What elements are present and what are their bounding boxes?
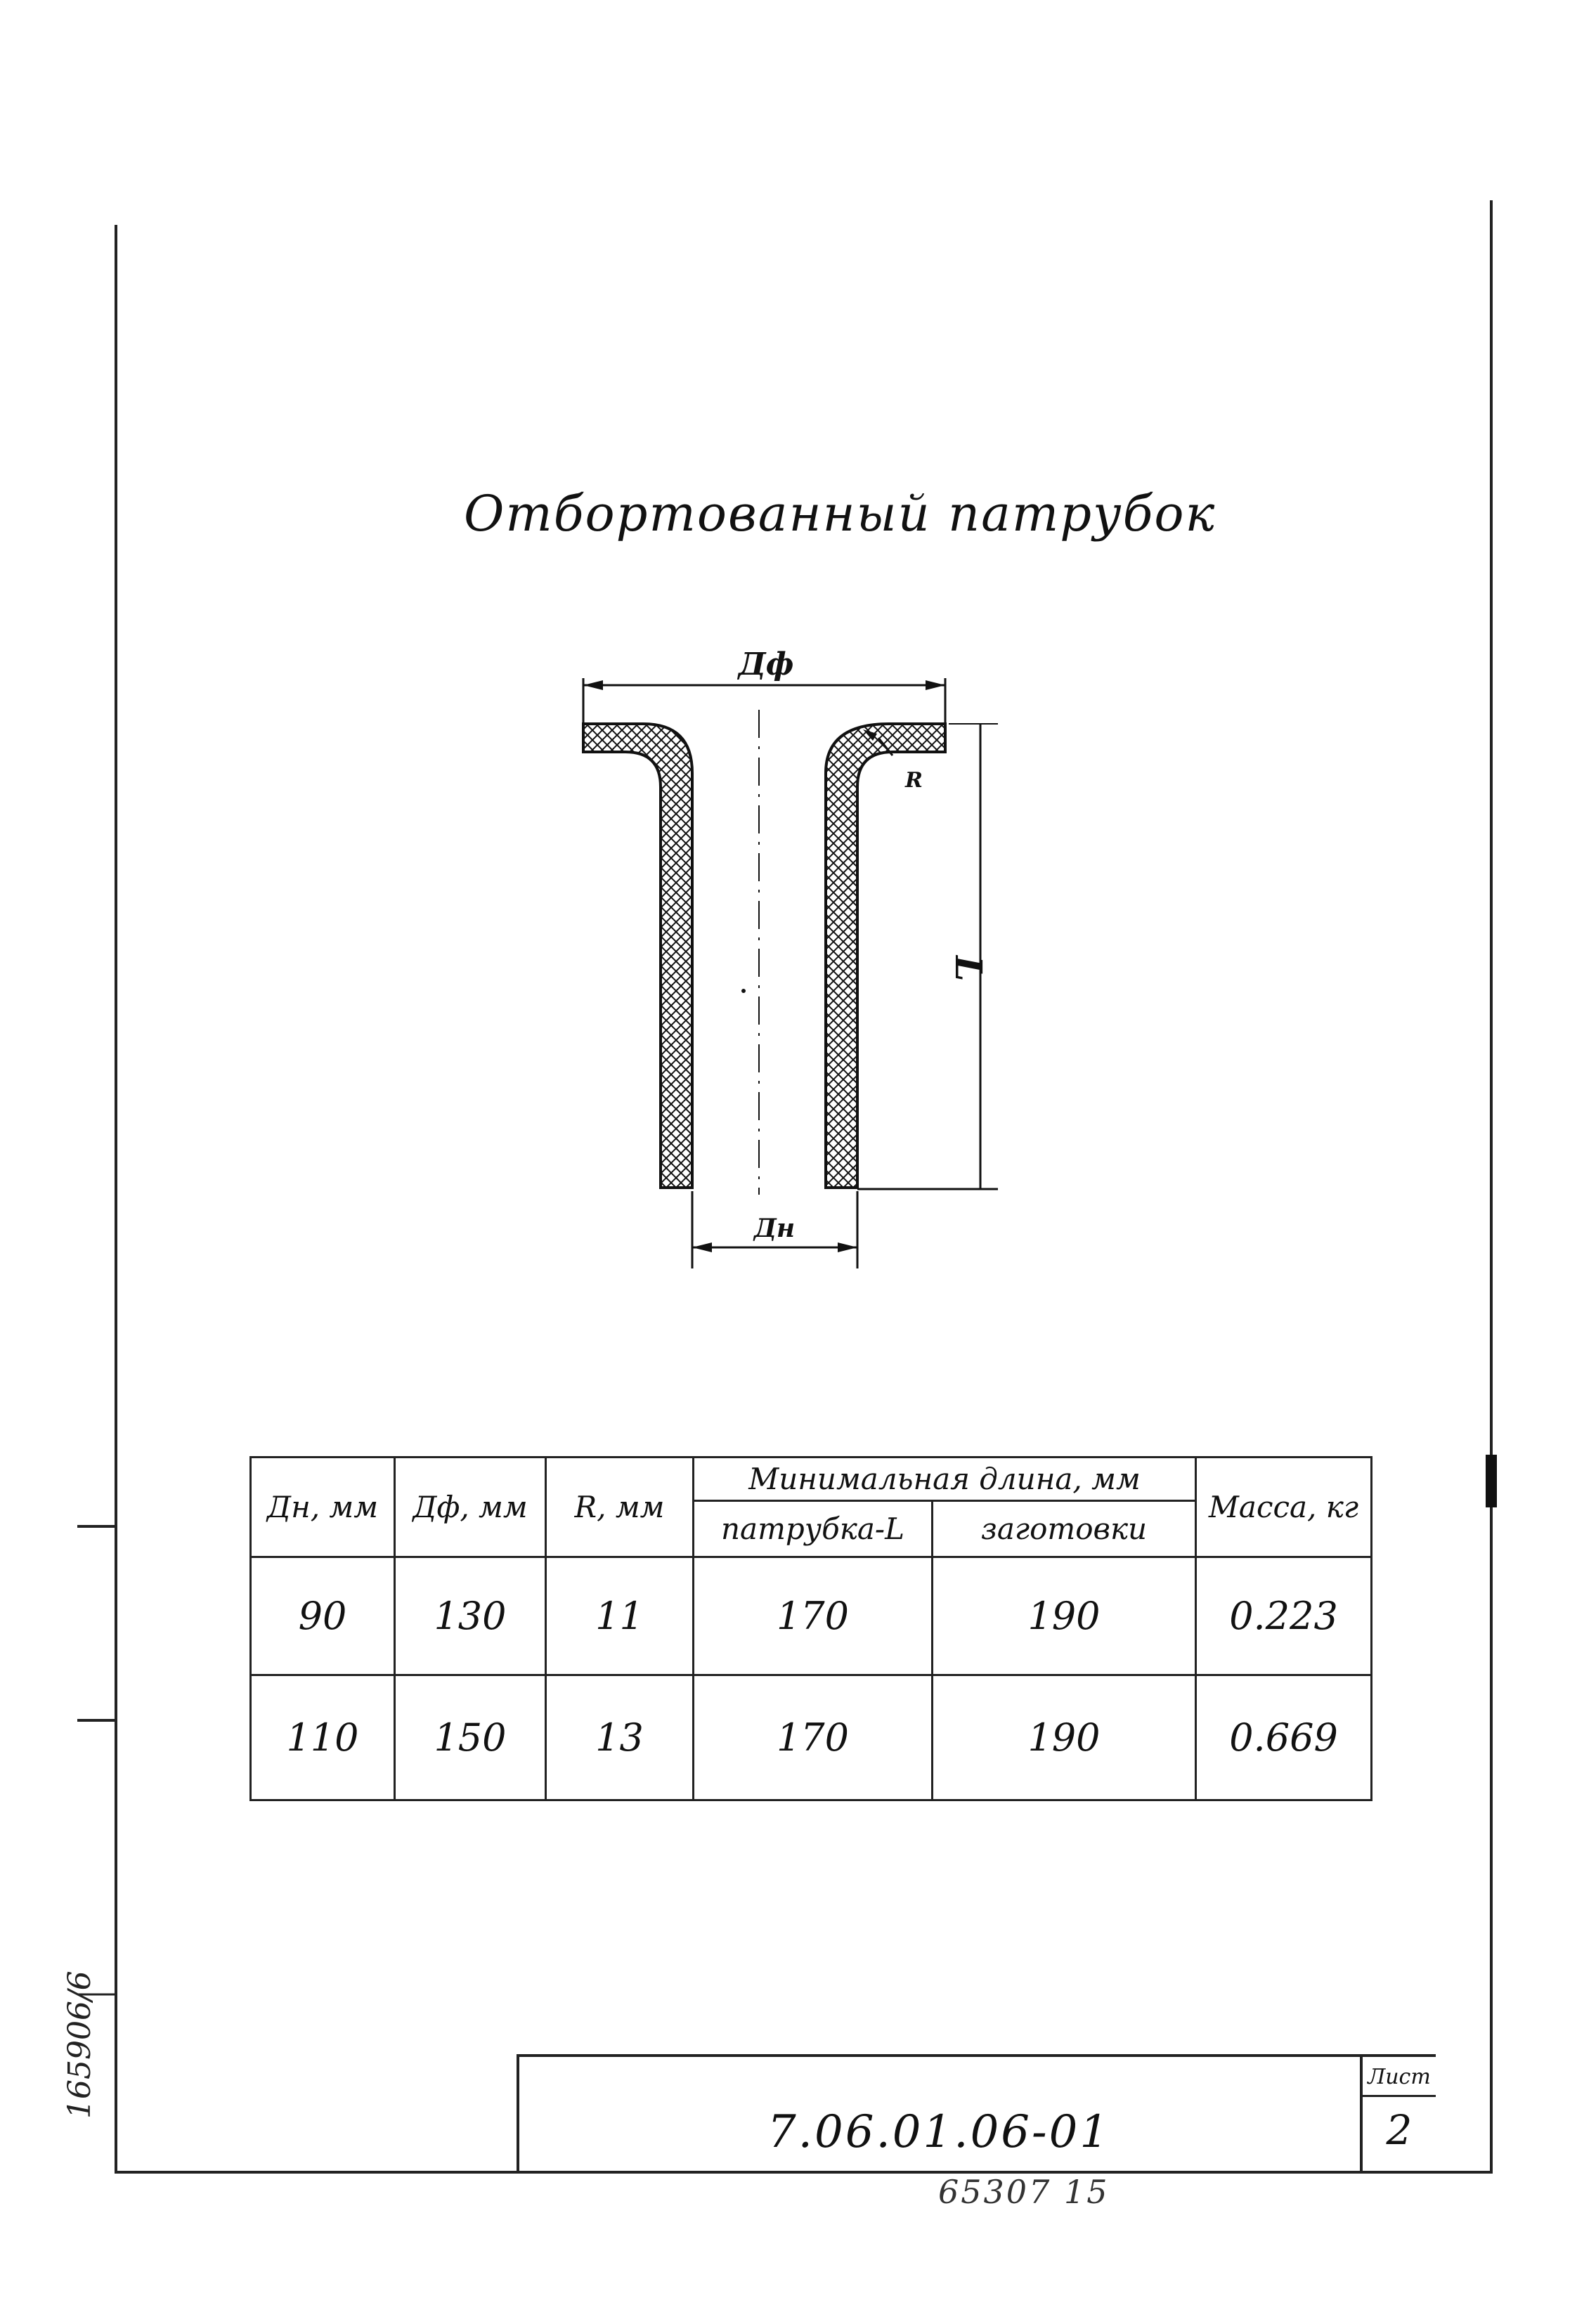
l-label: L [947, 956, 989, 982]
title-block [517, 2054, 1436, 2172]
header-blank-length: заготовки [933, 1501, 1196, 1557]
right-wall-section [826, 724, 945, 1188]
cell-df: 150 [395, 1675, 546, 1800]
table-header-row [251, 1458, 1372, 1501]
edge-mark [1486, 1455, 1497, 1507]
header-df: Дф, мм [395, 1458, 546, 1557]
dn-label: Дн [753, 1214, 796, 1243]
cell-nozzle-length: 170 [694, 1557, 933, 1675]
inventory-number: 165906/6 [62, 1971, 98, 2119]
header-r: R, мм [546, 1458, 694, 1557]
cell-nozzle-length: 170 [694, 1675, 933, 1800]
header-dn: Дн, мм [251, 1458, 395, 1557]
cell-blank-length: 190 [933, 1675, 1196, 1800]
df-label: Дф [738, 647, 794, 682]
sheet-cell [1360, 2057, 1436, 2172]
cell-mass: 0.223 [1196, 1557, 1372, 1675]
r-label: R [905, 768, 923, 793]
header-nozzle-length: патрубка-L [694, 1501, 933, 1557]
spec-table [249, 1456, 1372, 1801]
document-code: 7.06.01.06-01 [767, 2106, 1111, 2158]
sheet-label: Лист [1363, 2060, 1436, 2097]
cell-df: 130 [395, 1557, 546, 1675]
cell-dn: 110 [251, 1675, 395, 1800]
header-mass: Масса, кг [1196, 1458, 1372, 1557]
cell-r: 11 [546, 1557, 694, 1675]
table-row [251, 1557, 1372, 1675]
cell-r: 13 [546, 1675, 694, 1800]
drawing-title: Отбортованный патрубок [464, 485, 1216, 543]
nozzle-section-drawing [548, 647, 1026, 1279]
table-row [251, 1675, 1372, 1800]
sheet-number: 2 [1386, 2106, 1413, 2154]
archive-number: 65307 15 [938, 2173, 1110, 2211]
cell-mass: 0.669 [1196, 1675, 1372, 1800]
cell-blank-length: 190 [933, 1557, 1196, 1675]
cell-dn: 90 [251, 1557, 395, 1675]
left-wall-section [583, 724, 692, 1188]
header-min-length: Минимальная длина, мм [694, 1458, 1196, 1501]
